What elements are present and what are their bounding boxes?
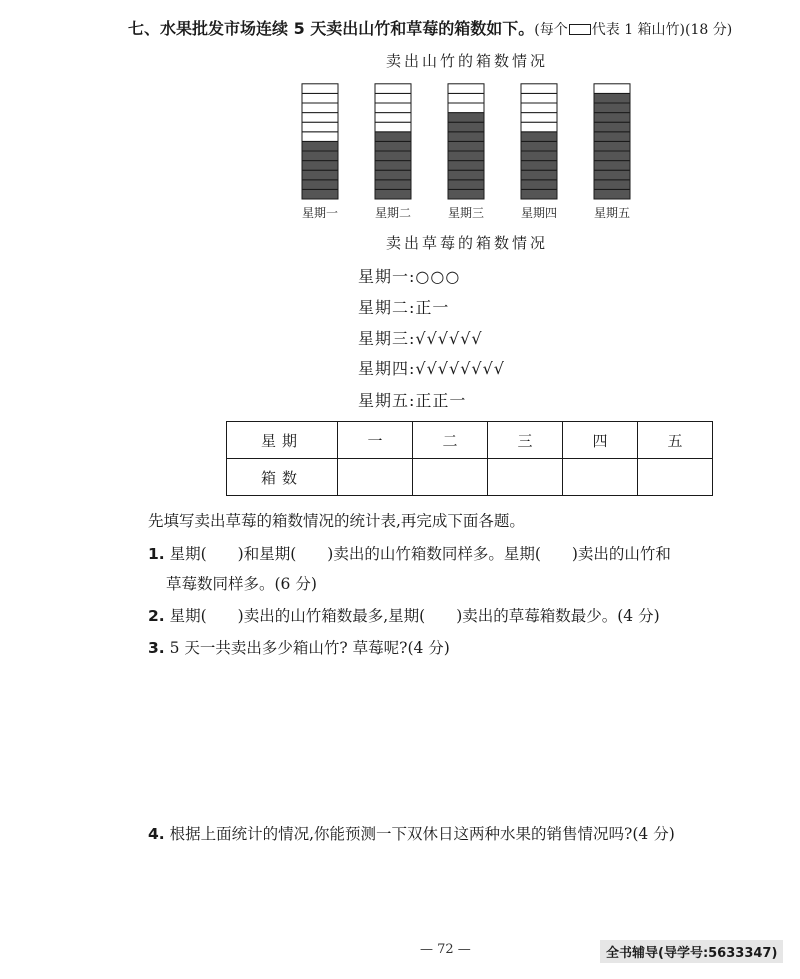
bar-box-filled	[302, 141, 338, 151]
bar-box-empty	[594, 84, 630, 94]
box-outline-icon	[569, 24, 591, 35]
bar-box-empty	[302, 103, 338, 113]
strawberry-marks: √√√√√√√√	[415, 359, 505, 378]
bar-box-filled	[302, 189, 338, 199]
bar-box-empty	[302, 113, 338, 123]
bar-box-filled	[521, 151, 557, 161]
bar-box-filled	[521, 189, 557, 199]
table-header-day: 三	[488, 422, 563, 459]
table-cell-input[interactable]	[563, 459, 638, 496]
question-text: 星期( )和星期( )卖出的山竹箱数同样多。星期( )卖出的山竹和	[169, 545, 671, 563]
table-header-day: 一	[338, 422, 413, 459]
bar-box-empty	[375, 122, 411, 132]
bar-box-filled	[594, 93, 630, 103]
bar-box-empty	[521, 93, 557, 103]
bar-box-empty	[521, 84, 557, 94]
table-header-day: 二	[413, 422, 488, 459]
bar-box-filled	[302, 161, 338, 171]
bar-box-filled	[521, 170, 557, 180]
question-1-continued: 草莓数同样多。(6 分)	[166, 575, 317, 593]
question-header-title: 七、水果批发市场连续 5 天卖出山竹和草莓的箱数如下。	[128, 19, 535, 38]
bar-column-3	[448, 84, 484, 199]
bar-box-filled	[594, 180, 630, 190]
bar-box-filled	[594, 103, 630, 113]
bar-box-filled	[375, 161, 411, 171]
bar-box-filled	[594, 170, 630, 180]
strawberry-day-label: 星期一:	[358, 267, 416, 286]
x-tick-label: 星期四	[520, 206, 558, 220]
table-header-day: 五	[638, 422, 713, 459]
bar-box-filled	[375, 151, 411, 161]
bar-box-filled	[448, 122, 484, 132]
bar-column-1	[302, 84, 338, 199]
bar-column-5	[594, 84, 630, 199]
bar-box-filled	[302, 170, 338, 180]
x-tick-label: 星期五	[593, 206, 631, 220]
question-number: 4.	[148, 825, 165, 843]
bar-box-filled	[448, 189, 484, 199]
bar-box-filled	[302, 180, 338, 190]
strawberry-day-label: 星期五:	[358, 391, 416, 410]
bar-box-filled	[448, 180, 484, 190]
bar-box-filled	[448, 141, 484, 151]
strawberry-day-label: 星期四:	[358, 359, 416, 378]
legend-suffix: 代表 1 箱山竹)	[591, 22, 686, 38]
table-cell-input[interactable]	[638, 459, 713, 496]
mangosteen-bar-chart	[290, 75, 650, 225]
bar-box-filled	[521, 132, 557, 142]
strawberry-row-wed	[358, 326, 483, 349]
question-number: 2.	[148, 607, 165, 625]
bar-box-filled	[448, 161, 484, 171]
table-header-day: 四	[563, 422, 638, 459]
question-4	[148, 822, 675, 844]
strawberry-marks: 正一	[415, 298, 450, 317]
bar-box-filled	[521, 141, 557, 151]
table-header-label: 星期	[227, 422, 338, 459]
question-points: (18 分)	[685, 22, 733, 38]
bar-column-2	[375, 84, 411, 199]
bar-box-filled	[375, 170, 411, 180]
bar-box-filled	[375, 141, 411, 151]
bar-box-empty	[521, 103, 557, 113]
question-text: 5 天一共卖出多少箱山竹? 草莓呢?(4 分)	[169, 639, 450, 657]
bar-box-filled	[448, 170, 484, 180]
bar-box-filled	[448, 132, 484, 142]
bar-box-empty	[302, 132, 338, 142]
x-tick-label: 星期二	[374, 206, 412, 220]
footer-badge: 全书辅导(导学号:5633347)	[600, 940, 783, 963]
bar-box-filled	[594, 132, 630, 142]
bar-box-empty	[302, 84, 338, 94]
mangosteen-chart-title: 卖出山竹的箱数情况	[386, 52, 549, 70]
bar-box-empty	[448, 84, 484, 94]
bar-box-filled	[521, 161, 557, 171]
strawberry-row-fri	[358, 388, 466, 411]
strawberry-marks: √√√√√√	[415, 329, 483, 348]
bar-box-filled	[448, 151, 484, 161]
page-number: — 72 —	[420, 942, 471, 957]
strawberry-row-mon	[358, 264, 460, 287]
table-cell-input[interactable]	[338, 459, 413, 496]
table-header-row	[227, 422, 713, 459]
bar-box-filled	[521, 180, 557, 190]
question-number: 1.	[148, 545, 165, 563]
bar-box-filled	[594, 189, 630, 199]
bar-box-empty	[521, 122, 557, 132]
question-text: 星期( )卖出的山竹箱数最多,星期( )卖出的草莓箱数最少。(4 分)	[169, 607, 660, 625]
bar-box-empty	[448, 93, 484, 103]
strawberry-stats-table	[226, 421, 713, 496]
bar-box-filled	[594, 161, 630, 171]
strawberry-day-label: 星期二:	[358, 298, 416, 317]
legend-prefix: (每个	[534, 22, 568, 38]
bar-box-empty	[375, 84, 411, 94]
bar-box-filled	[375, 180, 411, 190]
question-2	[148, 604, 660, 626]
question-1	[148, 542, 671, 564]
table-row-label: 箱数	[227, 459, 338, 496]
question-text: 根据上面统计的情况,你能预测一下双休日这两种水果的销售情况吗?(4 分)	[169, 825, 675, 843]
bar-box-filled	[594, 113, 630, 123]
strawberry-row-thu	[358, 356, 505, 379]
bar-box-empty	[375, 93, 411, 103]
bar-box-filled	[594, 151, 630, 161]
question-number: 3.	[148, 639, 165, 657]
strawberry-title: 卖出草莓的箱数情况	[386, 234, 549, 252]
bar-box-empty	[302, 122, 338, 132]
strawberry-marks: 正正一	[415, 391, 467, 410]
strawberry-day-label: 星期三:	[358, 329, 416, 348]
bar-column-4	[521, 84, 557, 199]
strawberry-marks: ○○○	[415, 267, 461, 286]
strawberry-row-tue	[358, 295, 449, 318]
table-cell-input[interactable]	[488, 459, 563, 496]
bar-box-empty	[448, 103, 484, 113]
question-header	[128, 16, 732, 39]
bar-box-empty	[302, 93, 338, 103]
questions-intro: 先填写卖出草莓的箱数情况的统计表,再完成下面各题。	[148, 512, 525, 530]
bar-box-filled	[448, 113, 484, 123]
bar-box-filled	[302, 151, 338, 161]
bar-box-filled	[594, 141, 630, 151]
bar-box-empty	[521, 113, 557, 123]
bar-box-empty	[375, 103, 411, 113]
bar-box-filled	[594, 122, 630, 132]
table-row	[227, 459, 713, 496]
question-3	[148, 636, 450, 658]
x-tick-label: 星期三	[447, 206, 485, 220]
x-tick-label: 星期一	[301, 206, 339, 220]
bar-box-filled	[375, 132, 411, 142]
table-cell-input[interactable]	[413, 459, 488, 496]
bar-box-empty	[375, 113, 411, 123]
bar-box-filled	[375, 189, 411, 199]
